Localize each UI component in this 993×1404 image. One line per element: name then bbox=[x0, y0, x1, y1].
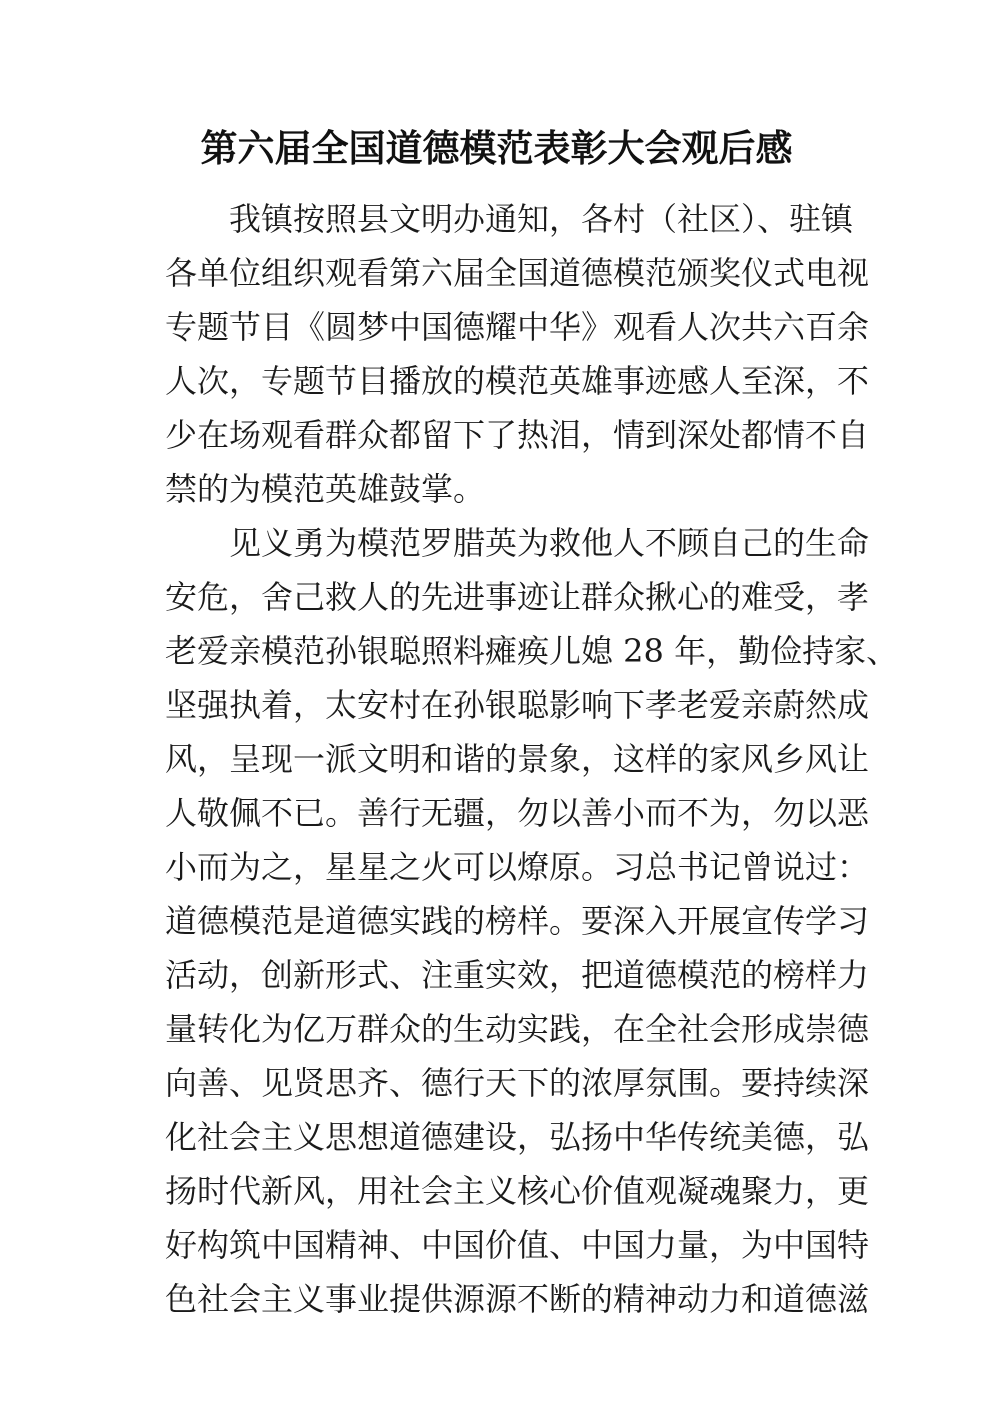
paragraph-line: 人敬佩不已。善行无疆，勿以善小而不为，勿以恶 bbox=[165, 794, 870, 832]
paragraph-line: 化社会主义思想道德建设，弘扬中华传统美德，弘 bbox=[165, 1118, 870, 1156]
paragraph-line: 各单位组织观看第六届全国道德模范颁奖仪式电视 bbox=[165, 254, 870, 292]
document-title: 第六届全国道德模范表彰大会观后感 bbox=[200, 127, 793, 170]
paragraph-line: 少在场观看群众都留下了热泪，情到深处都情不自 bbox=[165, 416, 870, 454]
paragraph-line: 活动，创新形式、注重实效，把道德模范的榜样力 bbox=[165, 956, 870, 994]
document-body bbox=[165, 192, 899, 1326]
paragraph-line: 人次，专题节目播放的模范英雄事迹感人至深，不 bbox=[165, 362, 870, 400]
paragraph-line: 见义勇为模范罗腊英为救他人不顾自己的生命 bbox=[229, 524, 870, 562]
paragraph-line: 好构筑中国精神、中国价值、中国力量，为中国特 bbox=[165, 1226, 870, 1264]
paragraph-1 bbox=[165, 192, 870, 516]
paragraph-line: 我镇按照县文明办通知，各村（社区）、驻镇 bbox=[229, 200, 854, 238]
paragraph-line: 风，呈现一派文明和谐的景象，这样的家风乡风让 bbox=[165, 740, 870, 778]
paragraph-line: 扬时代新风，用社会主义核心价值观凝魂聚力，更 bbox=[165, 1172, 870, 1210]
paragraph-line: 色社会主义事业提供源源不断的精神动力和道德滋 bbox=[165, 1280, 870, 1318]
paragraph-2 bbox=[165, 516, 899, 1326]
paragraph-line: 坚强执着，太安村在孙银聪影响下孝老爱亲蔚然成 bbox=[165, 686, 870, 724]
paragraph-line: 道德模范是道德实践的榜样。要深入开展宣传学习 bbox=[165, 902, 870, 940]
paragraph-line: 向善、见贤思齐、德行天下的浓厚氛围。要持续深 bbox=[165, 1064, 870, 1102]
paragraph-line: 禁的为模范英雄鼓掌。 bbox=[165, 470, 486, 508]
paragraph-line: 老爱亲模范孙银聪照料瘫痪儿媳 28 年，勤俭持家、 bbox=[165, 632, 899, 670]
paragraph-line: 小而为之，星星之火可以燎原。习总书记曾说过： bbox=[165, 848, 870, 886]
paragraph-line: 安危，舍己救人的先进事迹让群众揪心的难受，孝 bbox=[165, 578, 870, 616]
paragraph-line: 专题节目《圆梦中国德耀中华》观看人次共六百余 bbox=[165, 308, 870, 346]
paragraph-line: 量转化为亿万群众的生动实践，在全社会形成崇德 bbox=[165, 1010, 870, 1048]
